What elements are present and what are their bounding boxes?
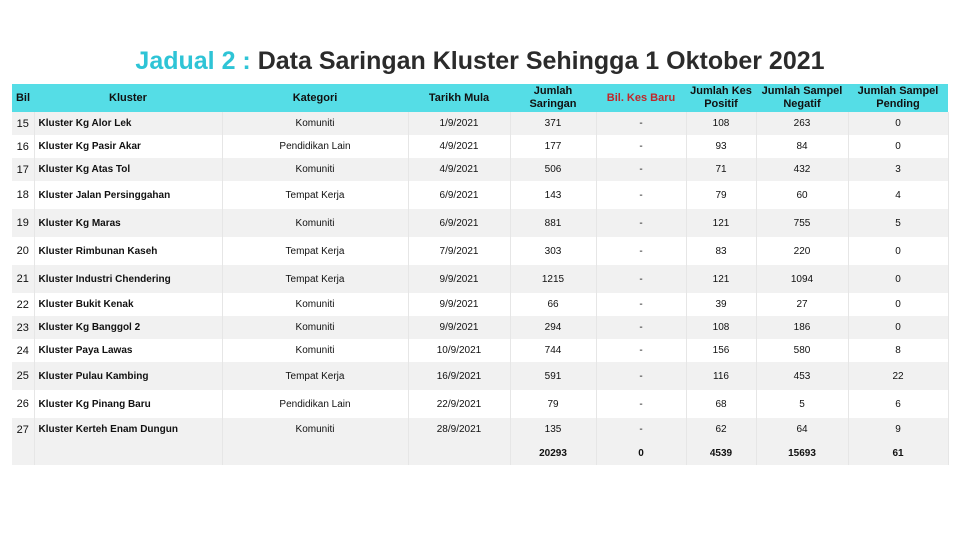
cell-positif: 93	[686, 135, 756, 158]
header-tarikh: Tarikh Mula	[408, 84, 510, 112]
cell-kategori: Komuniti	[222, 112, 408, 135]
cell-bil: 23	[12, 316, 34, 339]
cell-pending: 4	[848, 181, 948, 209]
cell-kluster: Kluster Rimbunan Kaseh	[34, 237, 222, 265]
cell-pending: 0	[848, 316, 948, 339]
table-row	[12, 112, 948, 135]
cell-bil: 19	[12, 209, 34, 237]
table-header-row	[12, 84, 948, 112]
cell-positif: 116	[686, 362, 756, 390]
cell-tarikh: 16/9/2021	[408, 362, 510, 390]
header-kes-baru: Bil. Kes Baru	[596, 84, 686, 112]
total-saringan: 20293	[510, 441, 596, 465]
table-row	[12, 316, 948, 339]
cell-saringan: 303	[510, 237, 596, 265]
cell-kategori: Komuniti	[222, 418, 408, 441]
cell-bil: 18	[12, 181, 34, 209]
cell-tarikh: 9/9/2021	[408, 265, 510, 293]
table-row	[12, 390, 948, 418]
cell-kluster: Kluster Kg Maras	[34, 209, 222, 237]
header-saringan: Jumlah Saringan	[510, 84, 596, 112]
cell-tarikh: 1/9/2021	[408, 112, 510, 135]
cell-kluster: Kluster Kg Pasir Akar	[34, 135, 222, 158]
cell-negatif: 263	[756, 112, 848, 135]
cell-saringan: 294	[510, 316, 596, 339]
header-positif: Jumlah Kes Positif	[686, 84, 756, 112]
total-kes-baru: 0	[596, 441, 686, 465]
cell-pending: 0	[848, 237, 948, 265]
cell-tarikh: 4/9/2021	[408, 135, 510, 158]
cell-bil: 25	[12, 362, 34, 390]
cell-saringan: 371	[510, 112, 596, 135]
cell-kluster: Kluster Kg Alor Lek	[34, 112, 222, 135]
title-main: Data Saringan Kluster Sehingga 1 Oktober 2021	[257, 47, 825, 75]
cell-negatif: 84	[756, 135, 848, 158]
cell-kes-baru: -	[596, 135, 686, 158]
cell-kluster: Kluster Pulau Kambing	[34, 362, 222, 390]
cell-tarikh: 28/9/2021	[408, 418, 510, 441]
table-row	[12, 293, 948, 316]
table-row	[12, 135, 948, 158]
cell-bil: 22	[12, 293, 34, 316]
cell-tarikh: 4/9/2021	[408, 158, 510, 181]
table-row	[12, 181, 948, 209]
title-prefix: Jadual 2 :	[135, 47, 251, 75]
cell-kes-baru: -	[596, 390, 686, 418]
cell-negatif: 64	[756, 418, 848, 441]
cell-kes-baru: -	[596, 418, 686, 441]
cell-positif: 108	[686, 316, 756, 339]
totals-blank-kategori	[222, 441, 408, 465]
header-kluster: Kluster	[34, 84, 222, 112]
cell-positif: 71	[686, 158, 756, 181]
cell-saringan: 79	[510, 390, 596, 418]
cell-saringan: 143	[510, 181, 596, 209]
cell-kluster: Kluster Kerteh Enam Dungun	[34, 418, 222, 441]
cell-kategori: Pendidikan Lain	[222, 135, 408, 158]
cell-saringan: 591	[510, 362, 596, 390]
cell-kategori: Komuniti	[222, 158, 408, 181]
cell-kes-baru: -	[596, 293, 686, 316]
total-pending: 61	[848, 441, 948, 465]
cell-negatif: 453	[756, 362, 848, 390]
cluster-table	[12, 84, 949, 465]
table-row	[12, 209, 948, 237]
header-negatif: Jumlah Sampel Negatif	[756, 84, 848, 112]
cell-saringan: 506	[510, 158, 596, 181]
cell-saringan: 1215	[510, 265, 596, 293]
cell-pending: 9	[848, 418, 948, 441]
table-row	[12, 158, 948, 181]
table-row	[12, 418, 948, 441]
cell-kluster: Kluster Bukit Kenak	[34, 293, 222, 316]
cell-kes-baru: -	[596, 362, 686, 390]
totals-blank-bil	[12, 441, 34, 465]
cell-tarikh: 9/9/2021	[408, 293, 510, 316]
cell-saringan: 881	[510, 209, 596, 237]
cell-tarikh: 6/9/2021	[408, 209, 510, 237]
cell-negatif: 220	[756, 237, 848, 265]
cell-positif: 156	[686, 339, 756, 362]
cell-positif: 121	[686, 265, 756, 293]
cell-saringan: 177	[510, 135, 596, 158]
cell-negatif: 27	[756, 293, 848, 316]
table-row	[12, 265, 948, 293]
cell-saringan: 135	[510, 418, 596, 441]
cell-kategori: Komuniti	[222, 339, 408, 362]
page-title	[0, 44, 960, 78]
cell-pending: 0	[848, 112, 948, 135]
cell-kes-baru: -	[596, 237, 686, 265]
cell-kes-baru: -	[596, 339, 686, 362]
cell-bil: 24	[12, 339, 34, 362]
total-positif: 4539	[686, 441, 756, 465]
cell-kluster: Kluster Jalan Persinggahan	[34, 181, 222, 209]
cell-positif: 121	[686, 209, 756, 237]
header-kategori: Kategori	[222, 84, 408, 112]
cell-pending: 0	[848, 293, 948, 316]
cell-negatif: 432	[756, 158, 848, 181]
cell-pending: 8	[848, 339, 948, 362]
cell-pending: 5	[848, 209, 948, 237]
cell-kategori: Tempat Kerja	[222, 362, 408, 390]
cell-bil: 21	[12, 265, 34, 293]
cell-positif: 83	[686, 237, 756, 265]
totals-blank-kluster	[34, 441, 222, 465]
table-row	[12, 339, 948, 362]
cell-kluster: Kluster Paya Lawas	[34, 339, 222, 362]
cell-tarikh: 10/9/2021	[408, 339, 510, 362]
cell-bil: 16	[12, 135, 34, 158]
cell-pending: 22	[848, 362, 948, 390]
cell-kes-baru: -	[596, 112, 686, 135]
cell-pending: 0	[848, 135, 948, 158]
cell-tarikh: 22/9/2021	[408, 390, 510, 418]
table-row	[12, 237, 948, 265]
cell-negatif: 755	[756, 209, 848, 237]
totals-blank-tarikh	[408, 441, 510, 465]
cell-kes-baru: -	[596, 265, 686, 293]
cell-bil: 27	[12, 418, 34, 441]
cell-kategori: Tempat Kerja	[222, 237, 408, 265]
cell-saringan: 66	[510, 293, 596, 316]
cell-bil: 17	[12, 158, 34, 181]
cell-bil: 26	[12, 390, 34, 418]
cell-kategori: Pendidikan Lain	[222, 390, 408, 418]
table-row	[12, 362, 948, 390]
cell-tarikh: 7/9/2021	[408, 237, 510, 265]
cell-bil: 20	[12, 237, 34, 265]
cell-negatif: 60	[756, 181, 848, 209]
cell-kluster: Kluster Kg Pinang Baru	[34, 390, 222, 418]
cell-positif: 68	[686, 390, 756, 418]
cell-kluster: Kluster Kg Banggol 2	[34, 316, 222, 339]
cell-positif: 62	[686, 418, 756, 441]
cell-pending: 3	[848, 158, 948, 181]
totals-row	[12, 441, 948, 465]
cell-positif: 39	[686, 293, 756, 316]
cell-kategori: Tempat Kerja	[222, 181, 408, 209]
cell-kategori: Komuniti	[222, 316, 408, 339]
cell-positif: 108	[686, 112, 756, 135]
cell-pending: 0	[848, 265, 948, 293]
cell-negatif: 1094	[756, 265, 848, 293]
cell-negatif: 186	[756, 316, 848, 339]
cell-saringan: 744	[510, 339, 596, 362]
cell-kes-baru: -	[596, 209, 686, 237]
cell-kluster: Kluster Kg Atas Tol	[34, 158, 222, 181]
total-negatif: 15693	[756, 441, 848, 465]
cell-kategori: Tempat Kerja	[222, 265, 408, 293]
cell-positif: 79	[686, 181, 756, 209]
cell-kes-baru: -	[596, 158, 686, 181]
cell-negatif: 5	[756, 390, 848, 418]
cell-pending: 6	[848, 390, 948, 418]
cell-kluster: Kluster Industri Chendering	[34, 265, 222, 293]
cell-kategori: Komuniti	[222, 293, 408, 316]
cell-kategori: Komuniti	[222, 209, 408, 237]
cell-tarikh: 9/9/2021	[408, 316, 510, 339]
cell-kes-baru: -	[596, 181, 686, 209]
header-pending: Jumlah Sampel Pending	[848, 84, 948, 112]
cell-negatif: 580	[756, 339, 848, 362]
cell-kes-baru: -	[596, 316, 686, 339]
cell-bil: 15	[12, 112, 34, 135]
header-bil: Bil	[12, 84, 34, 112]
cell-tarikh: 6/9/2021	[408, 181, 510, 209]
